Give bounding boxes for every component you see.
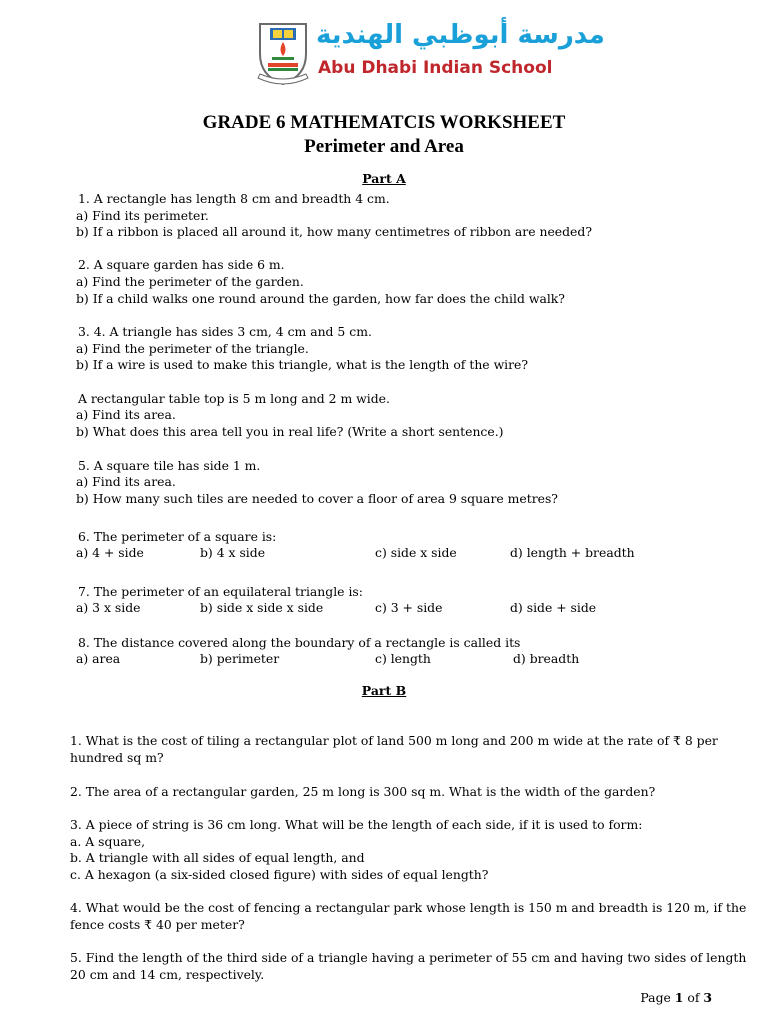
question-line: a. A square,: [70, 834, 146, 849]
worksheet-subtitle: Perimeter and Area: [304, 136, 464, 157]
school-name-arabic: مدرسة أبوظبي الهندية: [316, 20, 605, 50]
mcq-option: a) 3 x side: [76, 600, 141, 615]
part-a-heading: Part A: [362, 171, 406, 186]
question-line: a) Find the perimeter of the garden.: [76, 274, 304, 289]
question-line: A rectangular table top is 5 m long and 2 m wide.: [78, 391, 390, 406]
worksheet-title: GRADE 6 MATHEMATCIS WORKSHEET: [202, 112, 566, 133]
question-line: b) What does this area tell you in real life? (Write a short sentence.): [76, 424, 504, 439]
question-line: 3. 4. A triangle has sides 3 cm, 4 cm and 5 cm.: [78, 324, 372, 339]
question-line: b) If a wire is used to make this triangle, what is the length of the wire?: [76, 357, 529, 372]
question-line: a) Find its area.: [76, 474, 176, 489]
question-line: a) Find the perimeter of the triangle.: [76, 341, 309, 356]
mcq-option: c) side x side: [375, 545, 457, 560]
question-line: hundred sq m?: [70, 750, 164, 765]
question-line: b) If a child walks one round around the garden, how far does the child walk?: [76, 291, 565, 306]
page-current: 1: [674, 990, 684, 1005]
mcq-option: b) 4 x side: [200, 545, 266, 560]
question-line: a) Find its perimeter.: [76, 208, 209, 223]
mcq-option: d) breadth: [513, 651, 580, 666]
question-line: 2. The area of a rectangular garden, 25 m long is 300 sq m. What is the width of the garden?: [70, 784, 656, 799]
question-line: 5. A square tile has side 1 m.: [78, 458, 261, 473]
question-line: fence costs ₹ 40 per meter?: [70, 917, 245, 932]
school-crest-logo: [256, 20, 310, 86]
mcq-option: a) 4 + side: [76, 545, 144, 560]
question-line: a) Find its area.: [76, 407, 176, 422]
mcq-option: c) length: [375, 651, 431, 666]
question-line: c. A hexagon (a six-sided closed figure) with sides of equal length?: [70, 867, 489, 882]
mcq-option: b) side x side x side: [200, 600, 324, 615]
page-word: Page: [640, 990, 671, 1005]
of-word: of: [687, 990, 700, 1005]
question-line: 20 cm and 14 cm, respectively.: [70, 967, 265, 982]
mcq-stem: 7. The perimeter of an equilateral triangle is:: [78, 584, 363, 599]
question-line: 4. What would be the cost of fencing a rectangular park whose length is 150 m and breadth is 120 m, if the: [70, 900, 747, 915]
mcq-option: d) length + breadth: [510, 545, 635, 560]
school-name-english: Abu Dhabi Indian School: [318, 58, 553, 78]
question-line: 1. A rectangle has length 8 cm and breadth 4 cm.: [78, 191, 390, 206]
mcq-option: d) side + side: [510, 600, 597, 615]
question-line: b. A triangle with all sides of equal length, and: [70, 850, 365, 865]
question-line: 2. A square garden has side 6 m.: [78, 257, 285, 272]
question-line: 3. A piece of string is 36 cm long. What will be the length of each side, if it is used to form:: [70, 817, 643, 832]
mcq-option: a) area: [76, 651, 121, 666]
question-line: b) If a ribbon is placed all around it, how many centimetres of ribbon are needed?: [76, 224, 592, 239]
mcq-stem: 8. The distance covered along the boundary of a rectangle is called its: [78, 635, 521, 650]
page-number: [640, 990, 712, 1005]
question-line: 5. Find the length of the third side of a triangle having a perimeter of 55 cm and having two sides of length: [70, 950, 747, 965]
page-total: 3: [703, 990, 712, 1005]
mcq-option: c) 3 + side: [375, 600, 443, 615]
question-line: b) How many such tiles are needed to cover a floor of area 9 square metres?: [76, 491, 558, 506]
mcq-stem: 6. The perimeter of a square is:: [78, 529, 277, 544]
part-b-heading: Part B: [361, 683, 407, 698]
mcq-option: b) perimeter: [200, 651, 280, 666]
question-line: 1. What is the cost of tiling a rectangular plot of land 500 m long and 200 m wide at the rate of ₹ 8 per: [70, 733, 718, 748]
